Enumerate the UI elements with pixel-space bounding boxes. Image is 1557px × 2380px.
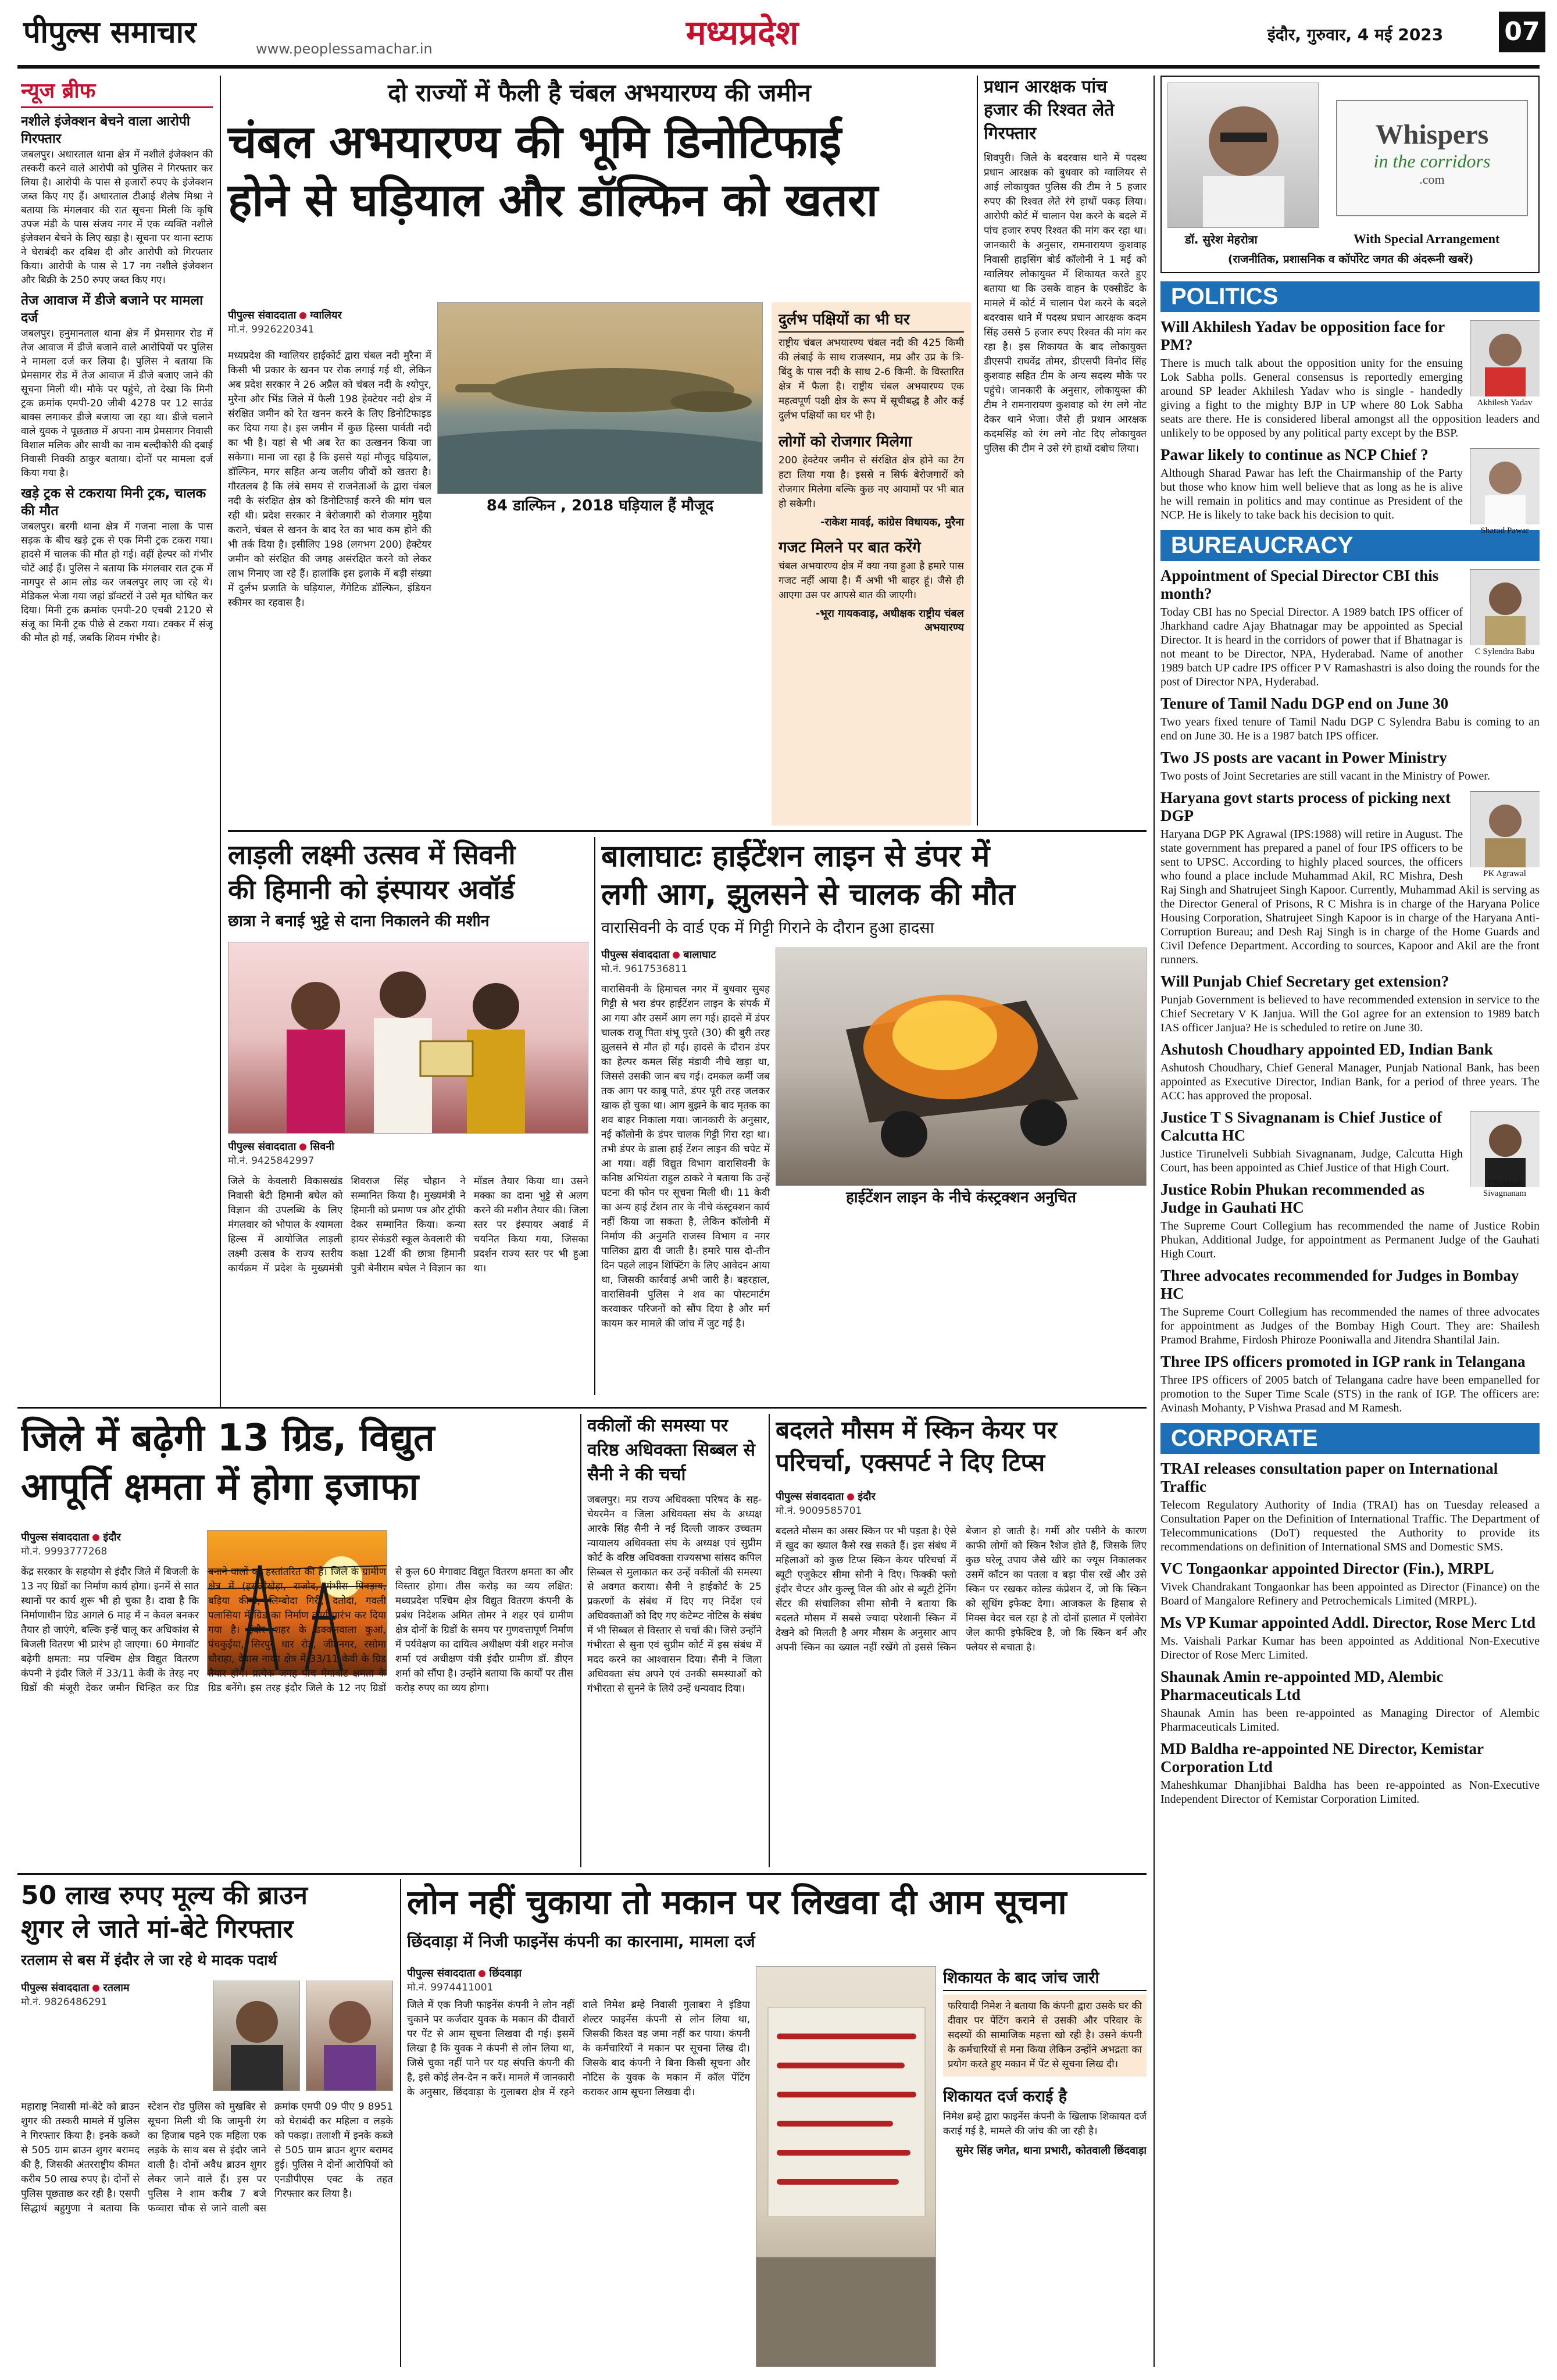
whisper-text: Ms. Vaishali Parkar Kumar has been appointed as Additional Non-Executive Director of Rose Merc Limited. [1160, 1635, 1540, 1661]
column-divider [580, 1414, 581, 1867]
whisper-item[interactable] [1160, 1560, 1540, 1608]
whisper-text: Today CBI has no Special Director. A 1989 batch IPS officer of Jharkhand cadre Ajay Bhatnagar may be appointed as Special Director. It is heard in the corridors of power that if Bhatnagar is not meant to be Director, NPA, Hyderabad. Name of another 1989 batch UP cadre IPS officer P V Ramashastri is also doing the rounds for the post of Director NPA, Hyderabad. [1160, 606, 1540, 688]
lead-headline-2: होने से घड़ियाल और डॉल्फिन को खतरा [228, 174, 879, 227]
brief-text: जबलपुर। बरगी थाना क्षेत्र में गजना नाला के पास सड़क के बीच खड़े ट्रक से एक मिनी ट्रक टकरा गया। हादसे में चालक की मौत हो गई। वहीं हेल्पर को गंभीर चोटें आई हैं। पुलिस ने बताया कि मंगलवार रात ट्रक में नागपुर से आम लोड कर जबलपुर लाए जा रहे थे। मेडिकल भेजा गया जहां डॉक्टरों ने उसे मृत घोषित कर दिया। मिनी ट्रक क्रमांक एमपी-20 एचबी 2120 से संजू का मिनी ट्रक पीछे से टकरा गया। टक्कर में संजू की मौत हो गई, जबकि शिवम गंभीर है। [21, 521, 213, 644]
whisper-item[interactable] [1160, 973, 1540, 1035]
agrawal-thumb: PK Agrawal [1470, 791, 1540, 867]
whisper-item[interactable] [1160, 446, 1540, 535]
balaghat-story[interactable] [601, 837, 1147, 1395]
brief-headline: नशीले इंजेक्शन बेचने वाला आरोपी गिरफ्तार [21, 114, 190, 146]
whisper-item[interactable] [1160, 1041, 1540, 1103]
loan-text: जिले में एक निजी फाइनेंस कंपनी ने लोन नहीं चुकाने पर कर्जदार युवक के मकान की दीवारों पर पेंट से आम सूचना लिखवा दी गई। इसमें लिखा है कि युवक ने कंपनी से लोन लिया था, जिसे चुका नहीं पाने पर यह संपत्ति कंपनी की है, इसे कोई लेन-देन न करें। मामले में जानकारी के अनुसार, छिंदवाड़ा के गुलाबरा क्षेत्र में रहने वाले निमेश ब्रम्हे निवासी गुलाबरा ने इंडिया शेल्टर फाइनेंस कंपनी से लोन लिया था, जिसकी किश्त वह जमा नहीं कर पाया। कंपनी के कर्मचारियों ने मकान पर सूचना लिख दी। जिसके बाद कंपनी ने बिना किसी सूचना और नोटिस के युवक के मकान में कॉल पेंटिंग कराकर आम सूचना लिखवा दी। [407, 1999, 750, 2098]
whisper-headline: VC Tongaonkar appointed Director (Fin.), MRPL [1160, 1560, 1494, 1577]
section-rule [17, 1407, 1147, 1409]
sivagnanam-thumb: T Subbiah Sivagnanam [1470, 1111, 1540, 1187]
whisper-text: Haryana DGP PK Agrawal (IPS:1988) will retire in August. The state government has prepared a panel of four IPS officers to be sent to UPSC. According to highly placed sources, the officers who found a place include Muhammad Akil, RC Mishra, Desh Raj Singh and Shatrujeet Singh Kapoor. Currently, Muhammad Akil is serving as the Director General of Prisons, R C Mishra is in charge of the Haryana Police Housing Corporation, Shatrujeet Singh Kapoor is in charge of the Haryana Anti-Corruption Bureau; and Desh Raj Singh is in charge of the Home Guards and Civil Defence Department. According to sources, Kapoor and Akil are the front runners. [1160, 828, 1540, 966]
gazette-title: गजट मिलने पर बात करेंगे [779, 539, 921, 556]
complaint-title: शिकायत दर्ज कराई है [943, 2088, 1067, 2106]
grid-story[interactable] [21, 1414, 573, 1867]
whisper-text: Maheshkumar Dhanjibhai Baldha has been re-appointed as Non-Executive Independent Director of Kemistar Corporation Limited. [1160, 1779, 1540, 1806]
section-politics: POLITICS [1160, 281, 1540, 312]
whisper-headline: Haryana govt starts process of picking next DGP [1160, 789, 1451, 824]
painted-wall-illustration [756, 1967, 936, 2367]
loan-byline: पीपुल्स संवाददाता छिंदवाड़ा मो.नं. 9974411001 [407, 1967, 522, 1993]
loan-story[interactable] [407, 1879, 1147, 2367]
column-divider [977, 76, 978, 826]
burning-dumper-illustration [776, 948, 1147, 1186]
brief-text: जबलपुर। हनुमानताल थाना क्षेत्र में प्रेमसागर रोड में तेज आवाज में डीजे बजाने वाले आरोपियों पर पुलिस ने मामला दर्ज कर लिया है। पुलिस ने बताया कि प्रेमसागर रोड में तेज आवाज में डीजे बजाए जाने की सूचना मिली थी। मौके पर पहुंचे, तो देखा कि मिनी ट्रक क्रमांक एमपी-20 जीबी 4278 पर 12 साउंड बाक्स लगाकर डीजे बजाया जा रहा था। डीजे चलाने वाले युवक ने पूछताछ में अपना नाम प्रेमसागर निवासी विशाल मलिक और साथी का नाम बल्दीकोरी की दबाई निवासी निक्की ठाकुर बताया। दोनों पर मामला दर्ज किया गया है। [21, 328, 213, 479]
whispers-column [1160, 76, 1540, 2367]
bribery-story[interactable] [984, 76, 1147, 826]
arrangement: With Special Arrangement [1354, 231, 1500, 246]
whisper-text: Three IPS officers of 2005 batch of Telangana cadre have been empanelled for promotion to the Super Time Scale (STS) in the rank of IGP. The officers are: Avinash Mohanty, P Vishwa Prasad and M Ramesh. [1160, 1374, 1540, 1414]
jobs-quote-by: -राकेश मावई, कांग्रेस विधायक, मुरैना [820, 516, 964, 528]
whisper-text: Vivek Chandrakant Tongaonkar has been appointed as Director (Finance) on the Board of Mangalore Refinery and Petrochemicals Limited (MRPL). [1160, 1581, 1540, 1607]
column-divider [1154, 76, 1155, 2367]
award-photo [228, 942, 588, 1134]
whisper-text: Shaunak Amin has been re-appointed as Managing Director of Alembic Pharmaceuticals Limited. [1160, 1707, 1540, 1734]
ladli-headline-1: लाड़ली लक्ष्मी उत्सव में सिवनी [228, 839, 516, 870]
gharial-illustration [438, 303, 763, 494]
section-rule [17, 1873, 1147, 1875]
brand-line-1: Whispers [1375, 119, 1489, 150]
complaint-quote-by: सुमेर सिंह जगेत, थाना प्रभारी, कोतवाली छिंदवाड़ा [955, 2145, 1147, 2157]
gharial-photo-caption: 84 डाल्फिन , 2018 घड़ियाल हैं मौजूद [437, 494, 763, 517]
rare-birds-box [772, 302, 971, 826]
whispers-banner [1160, 76, 1540, 273]
section-rule [228, 830, 1147, 832]
whisper-headline: Shaunak Amin re-appointed MD, Alembic Pharmaceuticals Ltd [1160, 1668, 1444, 1703]
whisper-item[interactable] [1160, 749, 1540, 783]
whisper-item[interactable] [1160, 789, 1540, 967]
painted-wall-photo [756, 1966, 936, 2367]
gharial-photo [437, 302, 763, 494]
skincare-headline-2: परिचर्चा, एक्सपर्ट ने दिए टिप्स [776, 1448, 1045, 1477]
brand-line-2: in the corridors [1373, 151, 1491, 171]
whisper-headline: Pawar likely to continue as NCP Chief ? [1160, 446, 1429, 463]
whispers-tagline: (राजनीतिक, प्रशासनिक व कॉर्पोरेट जगत की अंदरूनी खबरें) [1227, 253, 1474, 266]
skincare-story[interactable] [776, 1414, 1147, 1867]
accused-photo-1 [213, 1981, 300, 2091]
pawar-thumb: Sharad Pawar [1470, 448, 1540, 524]
whisper-headline: Ms VP Kumar appointed Addl. Director, Rose Merc Ltd [1160, 1614, 1536, 1631]
brownsugar-headline-1: 50 लाख रुपए मूल्य की ब्राउन [21, 1881, 308, 1910]
bribery-text: शिवपुरी। जिले के बदरवास थाने में पदस्थ प्रधान आरक्षक को बुधवार को ग्वालियर से आई लोकायुक्त पुलिस की टीम ने 5 हजार रुपए की रिश्वत लेते रंगे हाथों पकड़ लिया। आरोपी कोर्ट में चालान पेश करने के बदले में पांच हजार रुपए रिश्वत की मांग कर रहा था। जानकारी के अनुसार, रामनारायण कुशवाह निवासी हाइसिंग बोर्ड कॉलोनी ने 1 मई को ग्वालियर लोकायुक्त में शिकायत करते हुए बताया था कि उसके वाहन के एक्सीडेंट के मामले में कोर्ट में चालान पेश करने के बदले बदरवास थाने में पदस्थ प्रधान आरक्षक कदम सिंह उससे 5 हजार रुपए रिश्वत की मांग कर रहा है। इस शिकायत के बाद लोकायुक्त डीएसपी राघवेंद्र तोमर, डीएसपी विनोद सिंह कुशवाह सहित टीम के अन्य सदस्य मौके पर पहुंचे। जानकारी के अनुसार, लोकायुक्त की टीम ने रामनारायण कुशवाह को रंग लगे नोट देकर थाने भेजा। जैसे ही प्रधान आरक्षक कदमसिंह को रंग लगे नोट दिए लोकायुक्त पुलिस की टीम ने उसे रंगे हाथों दबोच लिया। [984, 152, 1147, 455]
grid-byline: पीपुल्स संवाददाता इंदौर मो.नं. 9993777268 [21, 1531, 121, 1557]
news-brief-title: न्यूज ब्रीफ [21, 76, 213, 108]
rare-birds-title: दुर्लभ पक्षियों का भी घर [779, 308, 964, 333]
whisper-item[interactable] [1160, 1614, 1540, 1662]
skincare-text: बदलते मौसम का असर स्किन पर भी पड़ता है। ऐसे में खुद का ख्याल कैसे रख सकते हैं। इस संबंध में महिलाओं को कुछ टिप्स स्किन केयर परिचर्चा में ब्यूटी एजुकेटर सीमा सोनी ने दिए। फिक्की फ्लो इंदौर चैप्टर और कुल्लू विल की ओर से ब्यूटी ट्रेनिंग सेंटर की संचालिका सीमा सोनी ने बताया कि बदलते मौसम में सबसे ज्यादा परेशानी स्किन में देखने को मिलती है अगर मौसम के अनुसार आप अपनी स्किन का ख्याल नहीं रखेंगे तो इससे स्किन बेजान हो जाती है। गर्मी और पसीने के कारण काफी लोगों को स्किन रैशेज होते हैं, जिसके लिए कुछ घरेलू उपाय जैसे खीरे का ज्यूस निकालकर उसमें कॉटन का पतला व बड़ा पीस रखें और उसे स्किन पर रखकर कोल्ड कंप्रेशन दें, जो कि स्किन को सूथिंग इफेक्ट देगा। आजकल के हिसाब से मिक्स वेदर चल रहा है तो दोनों हालात में एलोवेरा जेल काफी इफेक्टिव है, जो कि स्किन बर्न और फ्लेयर से बचाता है। [776, 1525, 1147, 1653]
lawyers-headline: वकीलों की समस्या पर वरिष्ठ अधिवक्ता सिब्बल से सैनी ने की चर्चा [587, 1416, 755, 1485]
whisper-item[interactable] [1160, 318, 1540, 440]
lead-story[interactable] [228, 76, 971, 826]
whisper-text: Punjab Government is believed to have recommended extension in service to the Chief Secretary V K Janjua. Will the GoI agree for an extension to 1989 batch IAS officer Janjua? He is scheduled to retire on June 30. [1160, 994, 1540, 1034]
loan-headline: लोन नहीं चुकाया तो मकान पर लिखवा दी आम सूचना [407, 1882, 1067, 1922]
award-illustration [228, 942, 588, 1134]
rare-birds-text: राष्ट्रीय चंबल अभयारण्य चंबल नदी की 425 किमी की लंबाई के साथ राजस्थान, मप्र और उप्र के त्रि-बिंदु के पास नदी के साथ 2-6 किमी. के विस्तारित क्षेत्र में फैला है। राष्ट्रीय चंबल अभयारण्य एक महत्वपूर्ण पक्षी क्षेत्र के रूप में सूचीबद्ध है और कई दुर्लभ पक्षियों का घर भी है। [779, 337, 964, 421]
balaghat-byline: पीपुल्स संवाददाता बालाघाट मो.नं. 9617536811 [601, 949, 716, 975]
lawyers-text: जबलपुर। मप्र राज्य अधिवक्ता परिषद के सह-चेयरमैन व जिला अधिवक्ता संघ के अध्यक्ष आरके सिंह सैनी ने नई दिल्ली जाकर उच्चतम न्यायालय अधिवक्ता संघ के अध्यक्ष एवं सुप्रीम कोर्ट के वरिष्ठ अधिवक्ता राज्यसभा सांसद कपिल सिब्बल से मुलाकात कर उन्हें वकीलों की समस्या से अवगत कराया। सैनी ने हाईकोर्ट के 25 प्रकरणों के संबंध में दिए गए निर्देश एवं अधिवक्ताओं को दिए गए कंटेम्प्ट नोटिस के संबंध में भी सिब्बल से विस्तार से चर्चा की। जिसे उन्होंने गंभीरता से सुना एवं सुप्रीम कोर्ट में इस संबंध में मदद करने का आश्वासन दिया। सैनी ने जिला अधिवक्ता संघ अपने एवं उनकी समस्याओं को गंभीरता से सुनने के लिये उन्हें धन्यवाद दिया। [587, 1494, 762, 1695]
whisper-text: Justice Tirunelveli Subbiah Sivagnanam, Judge, Calcutta High Court, has been appointed as Chief Justice of that High Court. [1160, 1148, 1463, 1174]
whisper-item[interactable] [1160, 1267, 1540, 1347]
whisper-headline: Three IPS officers promoted in IGP rank in Telangana [1160, 1353, 1526, 1370]
whisper-headline: Justice Robin Phukan recommended as Judge in Gauhati HC [1160, 1181, 1425, 1216]
whisper-headline: Will Punjab Chief Secretary get extension? [1160, 973, 1449, 990]
masthead [0, 0, 1557, 64]
whisper-headline: TRAI releases consultation paper on International Traffic [1160, 1460, 1498, 1495]
brief-text: जबलपुर। अधारताल थाना क्षेत्र में नशीले इंजेक्शन की तस्करी करने वाले आरोपी को पुलिस ने गिरफ्तार कर लिया है। आरोपी के पास से हजारों रुपए के इंजेक्शन जब्त किए गए हैं। अधारताल टीआई शैलेष मिश्रा ने बताया कि मंगलवार की रात सूचना मिली कि कृषि उपज मंडी के पास संजय नगर में एक व्यक्ति नशीले इंजेक्शन बेचने के लिए खड़ा है। सूचना पर थाना स्टाफ ने घेराबंदी कर दबिश दी और आरोपी को गिरफ्तार किया। आरोपी के पास से 17 नग नशीले इंजेक्शन और बिक्री के 250 रुपए जब्त किए गए। [21, 149, 213, 286]
whispers-brand[interactable] [1336, 100, 1528, 216]
jobs-title: लोगों को रोजगार मिलेगा [779, 433, 912, 451]
skincare-byline: पीपुल्स संवाददाता इंदौर मो.नं. 9009585701 [776, 1491, 876, 1517]
whisper-text: Although Sharad Pawar has left the Chairmanship of the Party but those who know him well believe that as long as he is alive he will remain in politics and may continue as President of the NCP. He is likely to take back his decision to quit. [1160, 467, 1463, 521]
whisper-headline: Three advocates recommended for Judges in Bombay HC [1160, 1267, 1519, 1302]
loan-side-panel [943, 1966, 1147, 2367]
whisper-text: The Supreme Court Collegium has recommended the names of three advocates for appointment as Judges of the Bombay High Court. They are: Shailesh Pramod Brahme, Firdosh Phiroze Pooniwalla and Jitendra Shantilal Jain. [1160, 1306, 1540, 1346]
whisper-text: Ashutosh Choudhary, Chief General Manager, Punjab National Bank, has been appointed as Executive Director, Indian Bank, for a period of three years. The ACC has approved the proposal. [1160, 1062, 1540, 1102]
brownsugar-text: महाराष्ट्र निवासी मां-बेटे को ब्राउन शुगर की तस्करी मामले में पुलिस ने गिरफ्तार किया है। इनके कब्जे से 505 ग्राम ब्राउन शुगर बरामद की है, जिसकी अंतरराष्ट्रीय कीमत करीब 50 लाख रुपए है। दोनों से पुलिस पूछताछ कर रही है। एसपी सिद्धार्थ बहुगुणा ने बताया कि स्टेशन रोड पुलिस को मुखबिर से सूचना मिली थी कि जामुनी रंग का हिजाब पहने एक महिला एक लड़के के साथ बस से इंदौर जाने वाली है। दोनों अवैध ब्राउन शुगर लेकर जाने वाले हैं। इस पर पुलिस ने शाम करीब 7 बजे फव्वारा चौक से जाने वाली बस क्रमांक एमपी 09 पीए 9 8951 को घेराबंदी कर महिला व लड़के को पकड़ा। तलाशी में इनके कब्जे से 505 ग्राम ब्राउन शुगर बरामद हुई। पुलिस ने दोनों आरोपियों को एनडीपीएस एक्ट के तहत गिरफ्तार कर लिया है। [21, 2101, 393, 2214]
grid-headline-2: आपूर्ति क्षमता में होगा इजाफा [21, 1466, 419, 1509]
whisper-item[interactable] [1160, 1740, 1540, 1806]
balaghat-subhead: वारासिवनी के वार्ड एक में गिट्टी गिराने के दौरान हुआ हादसा [601, 919, 934, 937]
lead-body: मध्यप्रदेश की ग्वालियर हाईकोर्ट द्वारा चंबल नदी मुरैना में किसी भी प्रकार के खनन पर रोक लगाई गई थी, लेकिन अब प्रदेश सरकार ने 26 अप्रैल को चंबल नदी के श्योपुर, मुरैना और भिंड जिले में फैली 198 हेक्टेयर नदी क्षेत्र में संरक्षित जमीन को रेत खनन करने के लिए डिनोटिफाइड कर दिया गया है। इस जमीन में कुछ हिस्सा पार्वती नदी का भी है। यहां से भी अब रेत का उत्खनन किया जा सकेगा। माना जा रहा है कि इससे यहां मौजूद घड़ियाल, डॉल्फिन, मगर सहित अन्य जलीय जीवों को खतरा है। गौरतलब है कि लंबे समय से राजनेताओं के द्वारा चंबल नदी के संरक्षित क्षेत्र को डिनोटिफाई करने की मांग चल रही थी। प्रदेश सरकार ने बेरोजगारी को रोजगार मुहैया कराने, चंबल से खनन के बाद रेत का भाव कम होने की भी तर्क दिया है। इसीलिए 198 (लगभग 200) हेक्टेयर जमीन को संरक्षित की जगह असंरक्षित करने को लेकर लाभ गिनाए जा रहे हैं। हालांकि इस इलाके में बड़ी संख्या में दुर्लभ प्रजाति के घड़ियाल, गैंगेटिक डॉल्फिन, इंडियन स्कीमर का रहवास है। [228, 350, 431, 609]
brief-item-2[interactable] [21, 292, 213, 480]
whisper-item[interactable] [1160, 1668, 1540, 1734]
whisper-headline: MD Baldha re-appointed NE Director, Kemistar Corporation Ltd [1160, 1740, 1484, 1775]
akhilesh-thumb: Akhilesh Yadav [1470, 320, 1540, 396]
whisper-headline: Will Akhilesh Yadav be opposition face for PM? [1160, 318, 1445, 353]
whisper-item[interactable] [1160, 567, 1540, 689]
whisper-item[interactable] [1160, 695, 1540, 743]
whisper-text: There is much talk about the opposition unity for the ensuing Lok Sabha polls. General consensus is reportedly emerging around SP leader Akhilesh Yadav who is single - handedly giving a fight to the mighty BJP in UP where 80 Lok Sabha seats are there. He is considered liberal amongst all the opposition leaders and unlikely to be opposed by any political party except by the BSP. [1160, 357, 1540, 439]
lead-byline: पीपुल्स संवाददाता ग्वालियर मो.नं. 9926220341 [228, 309, 342, 335]
lawyers-story[interactable] [587, 1414, 762, 1867]
whisper-item[interactable] [1160, 1460, 1540, 1554]
ladli-story[interactable] [228, 837, 588, 1395]
brownsugar-byline: पीपुल्स संवाददाता रतलाम मो.नं. 9826486291 [21, 1982, 130, 2008]
lead-kicker: दो राज्यों में फैली है चंबल अभयारण्य की जमीन [388, 78, 811, 107]
jobs-quote: 200 हेक्टेयर जमीन से संरक्षित क्षेत्र होने का टैग हटा लिया गया है। इससे न सिर्फ बेरोजगारों को रोजगार मिलेगा बल्कि कुछ नए आयामों पर भी बात हो सकेगी। [779, 455, 964, 510]
section-bureaucracy: BUREAUCRACY [1160, 530, 1540, 561]
whisper-text: The Supreme Court Collegium has recommended the name of Justice Robin Phukan, Additional Judge, for appointment as Permanent Judge of the Gauhati High Court. [1160, 1220, 1540, 1260]
investigation-text: फरियादी निमेश ने बताया कि कंपनी द्वारा उसके घर की दीवार पर पेंटिंग कराने से उसकी और परिवार के सदस्यों की सामाजिक महत्ता खो रही है। उसने कंपनी के कर्मचारियों से मना किया लेकिन उन्होंने अभद्रता का प्रयोग करते हुए मकान में पेंट से सूचना लिख दी। [943, 1995, 1147, 2077]
section-corporate: CORPORATE [1160, 1423, 1540, 1454]
news-brief-column [21, 76, 213, 1407]
whisper-headline: Tenure of Tamil Nadu DGP end on June 30 [1160, 695, 1449, 712]
gazette-quote: चंबल अभयारण्य क्षेत्र में क्या नया हुआ है हमारे पास गजट नहीं आया है। मैं अभी भी बाहर हूं। जैसे ही आएगा उस पर आपसे बात की जाएगी। [779, 560, 964, 601]
grid-headline-1: जिले में बढ़ेगी 13 ग्रिड, विद्युत [21, 1417, 435, 1460]
dateline: इंदौर, गुरुवार, 4 मई 2023 [1267, 25, 1444, 44]
whisper-headline: Justice T S Sivagnanam is Chief Justice of Calcutta HC [1160, 1109, 1442, 1144]
brownsugar-headline-2: शुगर ले जाते मां-बेटे गिरफ्तार [21, 1914, 294, 1944]
section-title: मध्यप्रदेश [686, 13, 799, 52]
column-divider [769, 1414, 770, 1867]
whisper-item[interactable] [1160, 1109, 1540, 1198]
ladli-headline-2: की हिमानी को इंस्पायर अवॉर्ड [228, 874, 515, 905]
whisper-text: Two years fixed tenure of Tamil Nadu DGP C Sylendra Babu is coming to an end on June 30. He is a 1987 batch IPS officer. [1160, 716, 1540, 742]
ladli-byline: पीपुल्स संवाददाता सिवनी मो.नं. 9425842997 [228, 1141, 334, 1167]
author-photo [1167, 83, 1319, 228]
whisper-headline: Ashutosh Choudhary appointed ED, Indian Bank [1160, 1041, 1493, 1058]
sylendra-thumb: C Sylendra Babu [1470, 569, 1540, 645]
brand-domain: .com [1419, 172, 1445, 187]
bribery-headline: प्रधान आरक्षक पांच हजार की रिश्वत लेते गिरफ्तार [984, 77, 1115, 144]
balaghat-headline-1: बालाघाटः हाईटेंशन लाइन से डंपर में [601, 839, 990, 874]
brownsugar-story[interactable] [21, 1879, 393, 2367]
website-link[interactable]: www.peoplessamachar.in [256, 41, 433, 57]
accused-photo-2 [306, 1981, 393, 2091]
burning-dumper-photo [776, 948, 1147, 1186]
whisper-item[interactable] [1160, 1353, 1540, 1415]
paper-logo[interactable]: पीपुल्स समाचार [23, 15, 197, 50]
brief-headline: तेज आवाज में डीजे बजाने पर मामला दर्ज [21, 293, 203, 326]
whisper-text: Two posts of Joint Secretaries are still vacant in the Ministry of Power. [1160, 770, 1490, 782]
brief-headline: खड़े ट्रक से टकराया मिनी ट्रक, चालक की मौत [21, 486, 206, 519]
page-number: 07 [1499, 12, 1545, 52]
whisper-text: Telecom Regulatory Authority of India (TRAI) has on Tuesday released a Consultation Paper on the Definition of International Traffic. The Department of Telecommunications (DoT) requested the Authority to provide its recommendations on definition of International SMS and Domestic SMS. [1160, 1499, 1540, 1553]
column-divider [400, 1879, 401, 2367]
ladli-subhead: छात्रा ने बनाई भुट्टे से दाना निकालने की मशीन [228, 912, 490, 930]
balaghat-text: वारासिवनी के हिमाचल नगर में बुधवार सुबह गिट्टी से भरा डंपर हाईटेंशन लाइन के संपर्क में आ गया और उसमें आग लग गई। हादसे में डंपर चालक राजू पिता शंभू पुरते (30) की बुरी तरह झुलसने से मौत हो गई। हादसे के दौरान डंपर का हेल्पर कमल सिंह मंडावी नीचे खड़ा था, जिससे उसकी जान बच गई। दमकल कर्मी जब तक आग पर काबू पाते, डंपर पूरी तरह जलकर खाक हो चुका था। आग बुझने के बाद मृतक का शव बाहर निकाला गया। जानकारी के अनुसार, नई कॉलोनी के डंपर चालक गिट्टी गिरा रहा था। तभी डंपर के डाला हाई टेंशन लाइन की चपेट में आ गया। वहीं विद्युत विभाग वारासिवनी के कनिष्ठ अभियंता राहुल ठाकरे ने बताया कि उन्हें घटना की फोन पर सूचना मिली थी। 11 केवी का अन्य हाई टेंशन तार के नीचे कंस्ट्रक्शन कार्य नहीं किया जा सकता है, लेकिन कॉलोनी में निर्माण की अनुमति राजस्व विभाग व नगर पालिका द्वारा दी जाती है। हमारे पास दो-तीन दिन पहले लाइन शिफ्टिंग के लिए आवेदन आया था, जिसकी कार्रवाई अभी जारी है। बहरहाल, वारासिवनी पुलिस ने शव का पोस्टमार्टम करवाकर परिजनों को सौंप दिया है और मर्ग कायम कर मामले की जांच में जुट गई है। [601, 984, 770, 1330]
whisper-headline: Appointment of Special Director CBI this month? [1160, 567, 1439, 602]
loan-subhead: छिंदवाड़ा में निजी फाइनेंस कंपनी का कारनामा, मामला दर्ज [407, 1932, 755, 1951]
masthead-rule [17, 65, 1540, 69]
author-name: डॉ. सुरेश मेहरोत्रा [1185, 233, 1258, 246]
complaint-quote: निमेश ब्रम्हे द्वारा फाइनेंस कंपनी के खिलाफ शिकायत दर्ज कराई गई है, मामले की जांच की जा रही है। [943, 2111, 1147, 2137]
skincare-headline-1: बदलते मौसम में स्किन केयर पर [776, 1416, 1058, 1444]
brief-item-1[interactable] [21, 113, 213, 287]
balaghat-headline-2: लगी आग, झुलसने से चालक की मौत [601, 877, 1015, 912]
gazette-quote-by: -भूरा गायकवाड़, अधीक्षक राष्ट्रीय चंबल अभयारण्य [815, 607, 964, 634]
whisper-headline: Two JS posts are vacant in Power Ministry [1160, 749, 1447, 766]
ladli-text: जिले के केवलारी विकासखंड निवासी बेटी हिमानी बघेल को विज्ञान की उपलब्धि के लिए मंगलवार को भोपाल के श्यामला हिल्स में आयोजित लाड़ली लक्ष्मी उत्सव के राज्य स्तरीय कार्यक्रम में प्रदेश के मुख्यमंत्री शिवराज सिंह चौहान ने सम्मानित किया है। मुख्यमंत्री ने हिमानी को प्रमाण पत्र और ट्रॉफी देकर सम्मानित किया। कन्या हायर सेकंडरी स्कूल केवलारी की कक्षा 12वीं की छात्रा हिमानी पुत्री बेनीराम बघेल ने विज्ञान का मॉडल तैयार किया था। उसने मक्का का दाना भुट्टे से अलग करने की मशीन तैयार की। जिला स्तर पर इंस्पायर अवार्ड में चयनित किया गया, जिसका प्रदर्शन राज्य स्तर पर भी हुआ था। [228, 1175, 588, 1274]
brownsugar-subhead: रतलाम से बस में इंदौर ले जा रहे थे मादक पदार्थ [21, 1952, 277, 1968]
grid-text: केंद्र सरकार के सहयोग से इंदौर जिले में बिजली के 13 नए ग्रिडों का निर्माण कार्य होगा। इनमें से सात स्थानों पर कार्य शुरू भी हो चुका है। दावा है कि निर्माणाधीन ग्रिड आगले 6 माह में न केवल बनकर तैयार हो जाएंगे, बल्कि इन्हें चालू कर अधिकांश से बिजली वितरण भी प्रारंभ हो जाएगा। 60 मेगावॉट बढ़ेगी क्षमता: मप्र पश्चिम क्षेत्र विद्युत वितरण कंपनी ने इंदौर जिले में 33/11 केवी के तेरह नए ग्रिडों की मंजूरी देकर जमीन चिन्हित कर ग्रिड बनाने वालों को हस्तांतरित की है। जिले के ग्रामीण क्षेत्र में (हसलीखेड़ा, राजोद, गंभीरा पिवड़ाय, बड़िया कीमा, लिम्बोदा गिरी, दतोदा, गवली पलासिया में ग्रिड का निर्माण कार्य प्रारंभ कर दिया गया है। इंदौर शहर के ढक्कनवाला कुआं, पंचकुईया, सिरपुर धार रोड, जीतनगर, रसोमा चौराहा, देवास नाका क्षेत्र में 33/11 केवी के ग्रिड तैयार होंगे। प्रत्येक जगह पांच मेगावॉट क्षमता के ग्रिड बनेंगे। इस तरह इंदौर जिले के 12 नए ग्रिडों से कुल 60 मेगावाट विद्युत वितरण क्षमता का और विस्तार होगा। तीस करोड़ का व्यय लक्षित: मध्यप्रदेश पश्चिम क्षेत्र विद्युत वितरण कंपनी के प्रबंध निदेशक अमित तोमर ने शहर एवं ग्रामीण क्षेत्र दोनों के ग्रिडों के समय पर गुणवत्तापूर्ण निर्माण में पर्यवेक्षण का दायित्व अधीक्षण यंत्री शहर मनोज शर्मा एवं अधीक्षण यंत्री इंदौर ग्रामीण डॉ. डीएन शर्मा को सौंपा है। उन्होंने बताया कि कार्यों पर तीस करोड़ रुपए का व्यय होगा। [21, 1566, 573, 1694]
lead-headline-1: चंबल अभयारण्य की भूमि डिनोटिफाई [228, 116, 841, 169]
brief-item-3[interactable] [21, 485, 213, 645]
investigation-title: शिकायत के बाद जांच जारी [943, 1966, 1147, 1991]
column-divider [594, 837, 595, 1395]
column-divider [220, 76, 221, 1407]
burning-dumper-caption: हाईटेंशन लाइन के नीचे कंस्ट्रक्शन अनुचित [776, 1186, 1147, 1209]
